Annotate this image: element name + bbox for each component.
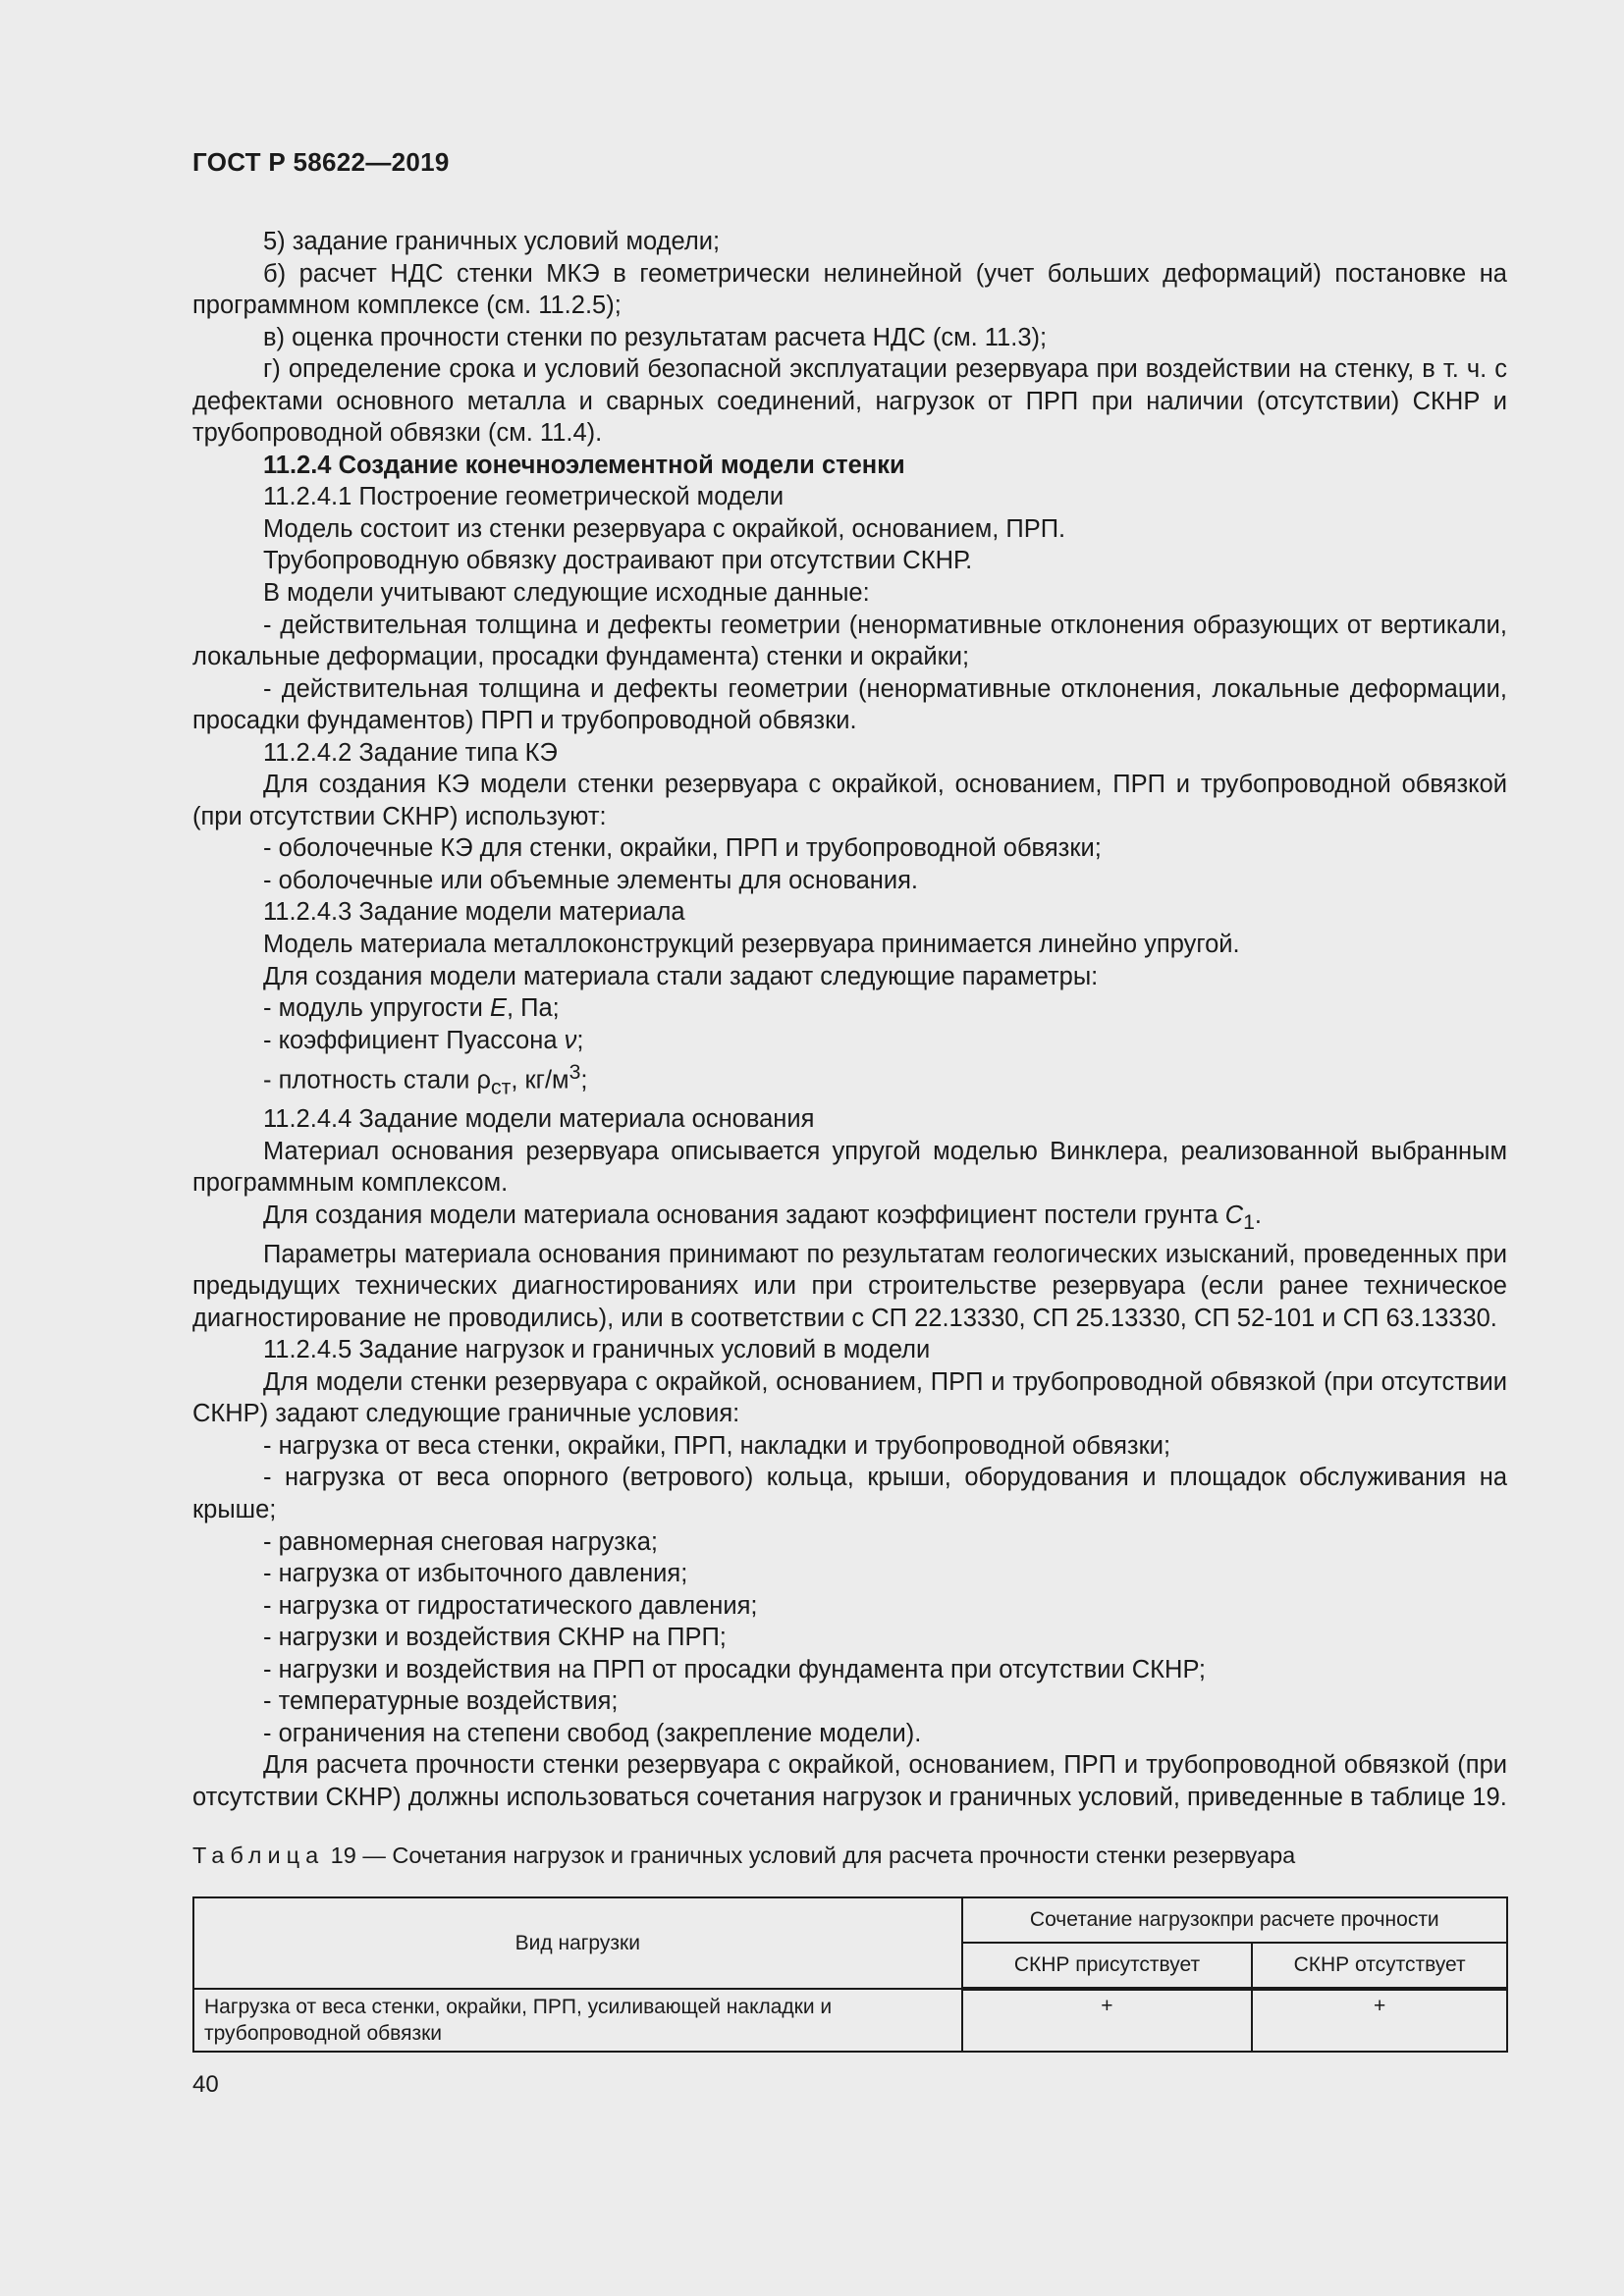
table-19 (192, 1896, 1508, 2053)
subsection-heading: 11.2.4.1 Построение геометрической модели (263, 483, 785, 511)
subsection-heading: 11.2.4.5 Задание нагрузок и граничных условий в модели (263, 1336, 931, 1364)
param-symbol: C (1224, 1201, 1244, 1229)
header-cell-combination: Сочетание нагрузокпри расчете прочности (962, 1897, 1507, 1943)
paragraph: Для расчета прочности стенки резервуара с окрайкой, основанием, ПРП и трубопроводной обвязкой (при отсутствии СКНР) должны использоваться сочетания нагрузок и граничных условий, приведенные в таблице 19. (192, 1751, 1507, 1811)
table-caption-label: Таблица (192, 1842, 325, 1868)
param-text: . (1254, 1201, 1262, 1229)
paragraph: Для модели стенки резервуара с окрайкой, основанием, ПРП и трубопроводной обвязкой (при отсутствии СКНР) задают следующие граничные условия: (192, 1367, 1507, 1428)
header-cell-present: СКНР присутствует (962, 1943, 1253, 1989)
subsection-heading: 11.2.4.4 Задание модели материала основания (263, 1105, 815, 1134)
param-modulus (192, 992, 1507, 1025)
paragraph: Материал основания резервуара описывается упругой моделью Винклера, реализованной выбранным программным комплексом. (192, 1137, 1507, 1198)
list-item: - нагрузки и воздействия СКНР на ПРП; (263, 1624, 727, 1652)
param-text: , Па; (506, 994, 560, 1023)
header-cell-load-type: Вид нагрузки (193, 1897, 962, 1989)
list-item: - оболочечные или объемные элементы для основания. (263, 866, 918, 894)
section-heading: 11.2.4 Создание конечноэлементной модели стенки (263, 451, 905, 479)
list-item: в) оценка прочности стенки по результатам расчета НДС (см. 11.3); (263, 323, 1048, 351)
table-caption-text: 19 — Сочетания нагрузок и граничных условий для расчета прочности стенки резервуара (324, 1842, 1296, 1868)
paragraph: В модели учитывают следующие исходные данные: (263, 579, 870, 608)
paragraph-winkler (192, 1200, 1507, 1239)
param-superscript: 3 (568, 1060, 581, 1085)
param-subscript: 1 (1243, 1210, 1255, 1235)
paragraph: Трубопроводную обвязку достраивают при отсутствии СКНР. (263, 547, 973, 575)
list-item: - действительная толщина и дефекты геометрии (ненормативные отклонения образующих от вертикали, локальные деформации, просадки фундамента) стенки и окрайки; (192, 611, 1507, 671)
param-text: , кг/м (511, 1066, 569, 1095)
paragraph: Модель состоит из стенки резервуара с окрайкой, основанием, ПРП. (263, 514, 1066, 543)
header-cell-absent: СКНР отсутствует (1252, 1943, 1507, 1989)
param-text: Для создания модели материала основания задают коэффициент постели грунта (263, 1201, 1225, 1229)
list-item: 5) задание граничных условий модели; (263, 228, 721, 255)
body-text (192, 226, 1507, 1813)
cell-absent: + (1252, 1989, 1507, 2052)
subsection-heading: 11.2.4.2 Задание типа КЭ (263, 738, 558, 767)
param-subscript: ст (490, 1075, 512, 1099)
subsection-heading: 11.2.4.3 Задание модели материала (263, 898, 685, 927)
list-item: б) расчет НДС стенки МКЭ в геометрически нелинейной (учет больших деформаций) постановке на программном комплексе (см. 11.2.5); (192, 259, 1507, 320)
list-item: - равномерная снеговая нагрузка; (263, 1527, 658, 1556)
param-text: - модуль упругости (263, 994, 490, 1023)
list-item: г) определение срока и условий безопасной эксплуатации резервуара при воздействии на стенку, в т. ч. с дефектами основного металла и сварных соединений, нагрузок от ПРП при наличии (отсутствии) СКНР и трубопроводной обвязки (см. 11.4). (192, 355, 1507, 448)
page-header: ГОСТ Р 58622—2019 (192, 147, 450, 177)
list-item: - нагрузки и воздействия на ПРП от просадки фундамента при отсутствии СКНР; (263, 1655, 1206, 1683)
paragraph: Для создания модели материала стали задают следующие параметры: (263, 962, 1099, 990)
list-item: - нагрузка от гидростатического давления; (263, 1591, 758, 1620)
param-symbol: ν (564, 1026, 577, 1054)
param-text: - коэффициент Пуассона (263, 1026, 565, 1054)
cell-present: + (962, 1989, 1253, 2052)
table-caption (192, 1842, 1507, 1869)
param-density (192, 1056, 1507, 1103)
param-symbol: E (489, 994, 507, 1023)
param-poisson (192, 1025, 1507, 1057)
paragraph: Модель материала металлоконструкций резервуара принимается линейно упругой. (263, 931, 1240, 959)
param-text: - плотность стали ρ (263, 1066, 491, 1095)
list-item: - нагрузка от веса опорного (ветрового) кольца, крыши, оборудования и площадок обслуживания на крыше; (192, 1464, 1507, 1524)
param-text: ; (580, 1066, 588, 1095)
list-item: - ограничения на степени свобод (закрепление модели). (263, 1719, 922, 1747)
table-header-row (193, 1897, 1507, 1943)
list-item: - нагрузка от веса стенки, окрайки, ПРП, накладки и трубопроводной обвязки; (263, 1431, 1171, 1460)
cell-load: Нагрузка от веса стенки, окрайки, ПРП, усиливающей накладки и трубопроводной обвязки (193, 1989, 962, 2052)
param-text: ; (576, 1026, 584, 1054)
page-number: 40 (192, 2071, 219, 2098)
list-item: - нагрузка от избыточного давления; (263, 1560, 688, 1588)
list-item: - действительная толщина и дефекты геометрии (ненормативные отклонения, локальные деформации, просадки фундаментов) ПРП и трубопроводной обвязки. (192, 674, 1507, 735)
table-row (193, 1989, 1507, 2052)
list-item: - температурные воздействия; (263, 1687, 619, 1716)
paragraph: Для создания КЭ модели стенки резервуара с окрайкой, основанием, ПРП и трубопроводной обвязкой (при отсутствии СКНР) используют: (192, 771, 1507, 830)
list-item: - оболочечные КЭ для стенки, окрайки, ПРП и трубопроводной обвязки; (263, 834, 1102, 863)
paragraph: Параметры материала основания принимают по результатам геологических изысканий, проведенных при предыдущих технических диагностированиях или при строительстве резервуара (если ранее техническое диагностирование не проводились), или в соответствии с СП 22.13330, СП 25.13330, СП 52-101 и СП 63.13330. (192, 1240, 1507, 1332)
